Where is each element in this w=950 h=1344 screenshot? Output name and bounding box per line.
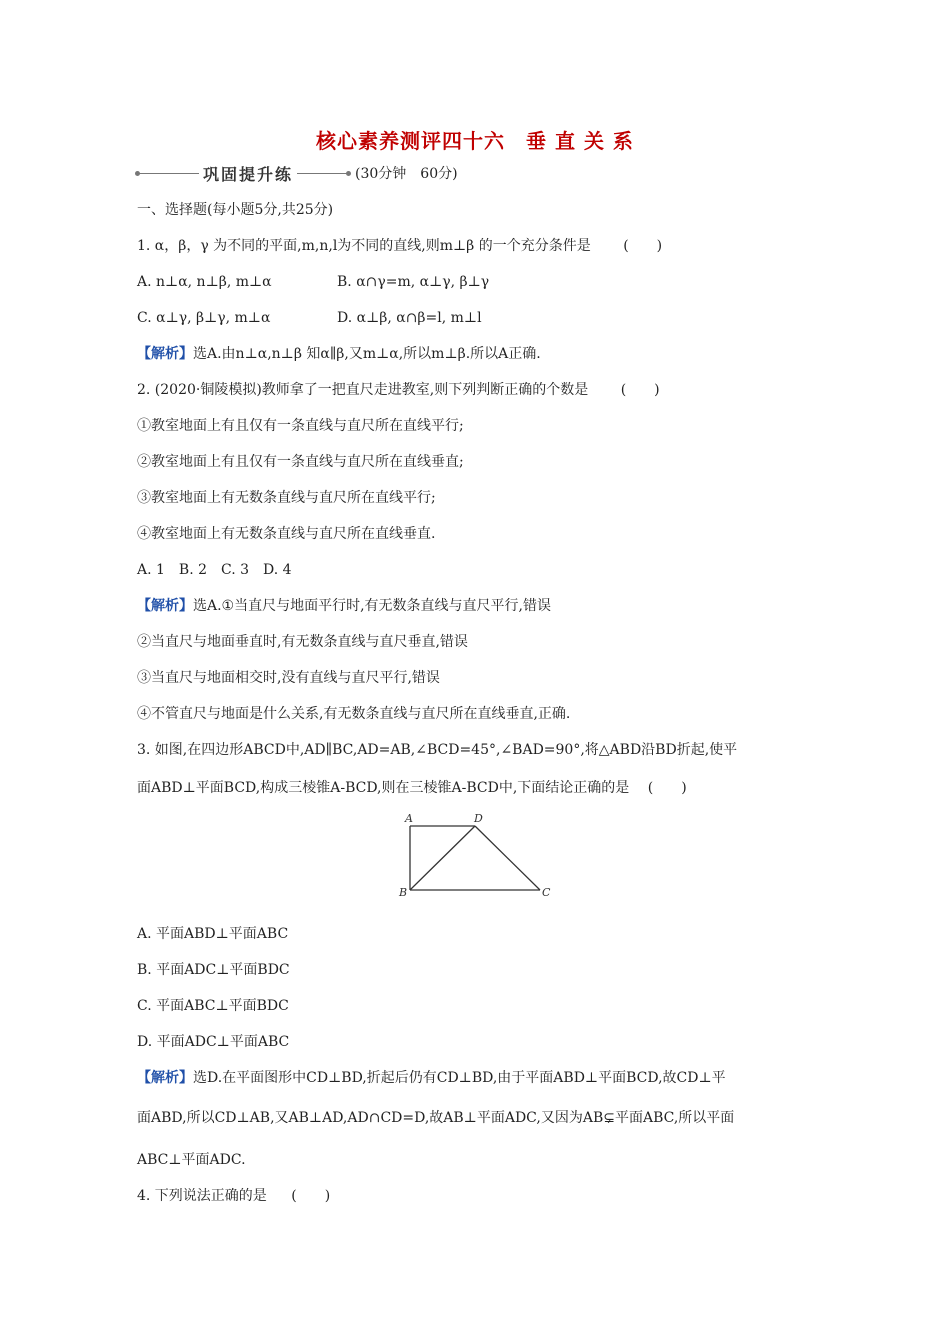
- q4-answer-bracket: ( ): [291, 1188, 331, 1204]
- q3-stem-2: [137, 778, 687, 798]
- q1-analysis-text: 选A.由n⊥α,n⊥β 知α∥β,又m⊥α,所以m⊥β.所以A正确.: [193, 346, 541, 362]
- q3-stem-1: 3. 如图,在四边形ABCD中,AD∥BC,AD=AB,∠BCD=45°,∠BAD=90°,将△ABD沿BD折起,使平: [137, 742, 738, 758]
- q1-option-c: C. α⊥γ, β⊥γ, m⊥α: [137, 310, 271, 326]
- banner-meta: (30分钟 60分): [355, 166, 458, 182]
- q3-analysis-text: 选D.在平面图形中CD⊥BD,折起后仍有CD⊥BD,由于平面ABD⊥平面BCD,故CD⊥平: [193, 1070, 726, 1086]
- page-title: 核心素养测评四十六 垂 直 关 系: [316, 129, 634, 153]
- q3-option-d: D. 平面ADC⊥平面ABC: [137, 1034, 290, 1050]
- q3-option-a: A. 平面ABD⊥平面ABC: [137, 926, 289, 942]
- q1-option-a: A. n⊥α, n⊥β, m⊥α: [137, 274, 272, 290]
- q2-statement-2: ②教室地面上有且仅有一条直线与直尺所在直线垂直;: [137, 454, 464, 470]
- q1-analysis: [137, 344, 541, 364]
- label-c: C: [542, 886, 551, 899]
- q2-statement-4: ④教室地面上有无数条直线与直尺所在直线垂直.: [137, 526, 436, 542]
- banner-rule-left: [137, 173, 199, 174]
- analysis-tag: 【解析】: [137, 1070, 193, 1086]
- q2-statement-1: ①教室地面上有且仅有一条直线与直尺所在直线平行;: [137, 418, 464, 434]
- q1-option-b: B. α∩γ=m, α⊥γ, β⊥γ: [337, 274, 490, 290]
- q2-analysis: [137, 596, 551, 616]
- q2-answer-bracket: ( ): [620, 382, 660, 398]
- banner-rule-right: [297, 173, 349, 174]
- analysis-tag: 【解析】: [137, 346, 193, 362]
- q3-analysis: [137, 1068, 726, 1088]
- q3-answer-bracket: ( ): [647, 780, 687, 796]
- section-banner: [137, 160, 458, 186]
- label-d: D: [474, 812, 483, 825]
- q3-analysis-3: ABC⊥平面ADC.: [137, 1152, 246, 1168]
- q4-stem-text: 4. 下列说法正确的是: [137, 1188, 267, 1204]
- q2-analysis-text: 选A.①当直尺与地面平行时,有无数条直线与直尺平行,错误: [193, 598, 552, 614]
- q3-option-b: B. 平面ADC⊥平面BDC: [137, 962, 290, 978]
- q2-stem: [137, 380, 660, 400]
- q3-stem-2-text: 面ABD⊥平面BCD,构成三棱锥A-BCD,则在三棱锥A-BCD中,下面结论正确的是: [137, 780, 630, 796]
- analysis-tag: 【解析】: [137, 598, 193, 614]
- q3-option-c: C. 平面ABC⊥平面BDC: [137, 998, 289, 1014]
- q2-analysis-3: ③当直尺与地面相交时,没有直线与直尺平行,错误: [137, 670, 440, 686]
- q2-analysis-2: ②当直尺与地面垂直时,有无数条直线与直尺垂直,错误: [137, 634, 468, 650]
- edge-bd: [410, 826, 475, 890]
- q4-stem: [137, 1186, 330, 1206]
- q3-analysis-2: 面ABD,所以CD⊥AB,又AB⊥AD,AD∩CD=D,故AB⊥平面ADC,又因为AB⊊平面ABC,所以平面: [137, 1110, 735, 1126]
- q1-option-d: D. α⊥β, α∩β=l, m⊥l: [337, 310, 482, 326]
- q2-statement-3: ③教室地面上有无数条直线与直尺所在直线平行;: [137, 490, 436, 506]
- section-heading: 一、选择题(每小题5分,共25分): [137, 202, 334, 218]
- edge-cd: [475, 826, 540, 890]
- label-a: A: [405, 812, 413, 825]
- label-b: B: [399, 886, 408, 899]
- quadrilateral-figure: [395, 810, 565, 906]
- q1-stem: [137, 236, 662, 256]
- banner-label: 巩固提升练: [203, 164, 294, 184]
- q2-stem-text: 2. (2020·铜陵模拟)教师拿了一把直尺走进教室,则下列判断正确的个数是: [137, 382, 589, 398]
- q2-options: A. 1 B. 2 C. 3 D. 4: [137, 562, 292, 578]
- q2-analysis-4: ④不管直尺与地面是什么关系,有无数条直线与直尺所在直线垂直,正确.: [137, 706, 571, 722]
- quadrilateral-diagram: [395, 810, 565, 902]
- q1-answer-bracket: ( ): [623, 238, 663, 254]
- q1-stem-text: 1. α，β，γ 为不同的平面,m,n,l为不同的直线,则m⊥β 的一个充分条件是: [137, 238, 591, 254]
